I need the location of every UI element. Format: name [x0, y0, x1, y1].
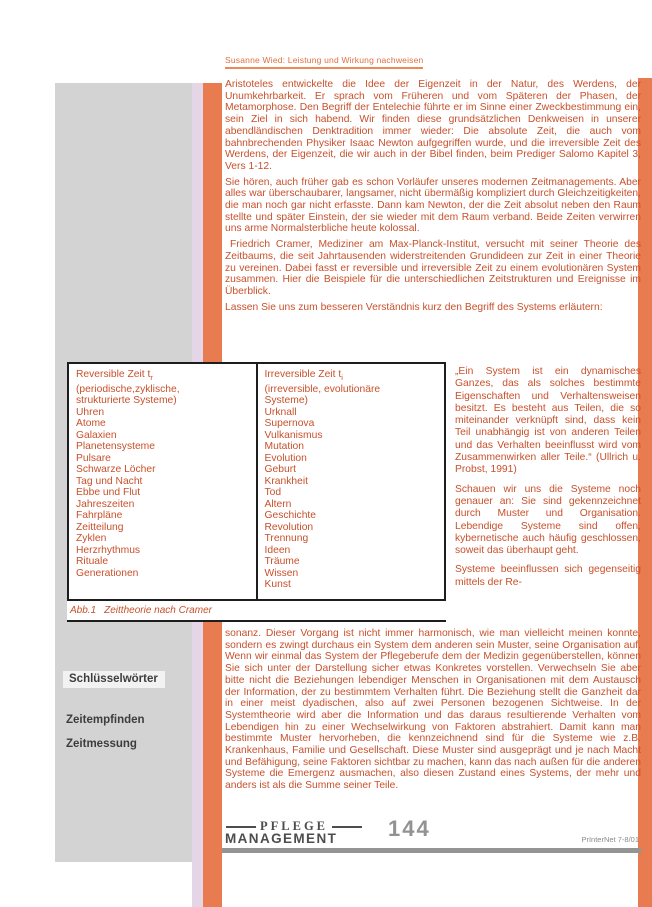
logo-text-pflege: PFLEGE: [260, 819, 329, 833]
quote-column: [455, 366, 641, 596]
continuation-paragraph: sonanz. Dieser Vorgang ist nicht immer harmonisch, wie man vielleicht meinen konnte, sondern es zwingt durchaus ein System dem anderen sein Muster, seine Organisation auf. Wenn wir einmal das System der Pflegeberufe dem der Medizin gegenüberstellen, können Sie sich unter der Darstellung sicher etwas Konkretes vorstellen. Verwechseln Sie aber bitte nicht die Beziehungen lebendiger Menschen in Organisationen mit dem Austausch der Information, der zu bestimmtem Verhalten führt. Die Beziehung stellt die Ganzheit dar in einer meist dyadischen, also auf zwei Personen bezogenen Sichtweise. In der Systemtheorie wird aber die Information und das daraus resultierende Verhalten vom Lebendigen hin zu einer Wechselwirkung von Faktoren abstrahiert. Damit kann man bestimmte Muster hervorheben, die kennzeichnend sind für die Systeme wie z.B. Krankenhaus, Familie und Gesellschaft. Diese Muster sind ausgeprägt und je nach Macht und Befähigung, seine Faktoren sichtbar zu machen, kann das nach außen für die anderen Systeme die Emergenz ausmachen, also diesen Zustand eines Systems, der mehr und anders ist als die Summe seiner Teile.: [225, 628, 641, 792]
logo-text-management: MANAGEMENT: [225, 831, 338, 846]
paragraph-cramer: Friedrich Cramer, Mediziner am Max-Planck-Institut, versucht mit seiner Theorie des Zeitbaums, die seit Jahrtausenden widerstreitenden Grundideen zur Zeit in einer Theorie zu vereinen. Dabei fasst er reversible und irreversible Zeit zu einem evolutionären System zusammen. Hier die Beispiele für die unterschiedlichen Zeitstrukturen und Ereignisse im Überblick.: [225, 239, 641, 297]
table-item: Kunst: [264, 579, 291, 591]
subscript: i: [341, 373, 343, 383]
table-item: Herzrhythmus: [76, 544, 141, 556]
table-column-reversible: [69, 364, 256, 599]
figure-caption: [70, 605, 446, 616]
table-item: Generationen: [76, 567, 139, 579]
column-subtitle: Systeme): [264, 395, 308, 407]
table-item: Jahreszeiten: [76, 498, 135, 510]
logo-rule-right: [332, 826, 362, 828]
table-item: Urknall: [264, 406, 297, 418]
column-title: Irreversible Zeit $t_i$: [264, 369, 343, 383]
table-item: Zeitteilung: [76, 521, 124, 533]
table-item: Rituale: [76, 556, 109, 568]
keyword-zeitempfinden: Zeitempfinden: [66, 714, 145, 726]
table-item: Evolution: [264, 452, 307, 464]
table-item-list: [76, 407, 249, 580]
table-item: Mutation: [264, 441, 304, 453]
paragraph-muster: Schauen wir uns die Systeme noch genauer an: Sie sind gekennzeichnet durch Muster und Organisation. Lebendige Systeme sind offen, kybernetische auch häufig geschlossen, soweit das überhaupt geht.: [455, 483, 641, 557]
table-item: Träume: [264, 556, 300, 568]
figure-zeittheorie: [67, 362, 446, 622]
table-item-list: [265, 407, 438, 591]
caption-rule: [67, 620, 446, 622]
caption-label: Abb.1: [70, 604, 97, 616]
table-item: Tod: [264, 487, 282, 499]
column-subtitle: (periodische,zyklische,: [76, 383, 180, 395]
column-subtitle: (irreversible, evolutionäre: [264, 383, 381, 395]
table-item: Planetensysteme: [76, 441, 155, 453]
table-item: Supernova: [264, 418, 315, 430]
table-item: Geschichte: [264, 510, 317, 522]
caption-text: Zeittheorie nach Cramer: [104, 604, 212, 616]
page-number: 144: [388, 816, 431, 841]
table-item: Galaxien: [76, 429, 117, 441]
table-item: Vulkanismus: [264, 429, 323, 441]
table-item: Pulsare: [76, 452, 111, 464]
column-subtitle: strukturierte Systeme): [76, 395, 177, 407]
table-item: Trennung: [264, 533, 309, 545]
system-definition-quote: „Ein System ist ein dynamisches Ganzes, das als solches bestimmte Eigenschaften und Verhaltensweisen besitzt. Es besteht aus Teilen, die so miteinander verknüpft sind, dass kein Teil unabhängig ist von anderen Teilen und das Verhalten beeinflusst wird vom Zusammenwirken aller Teile.“ (Ullrich u. Probst, 1991): [455, 366, 641, 476]
paragraph-vorlaeufer: Sie hören, auch früher gab es schon Vorläufer unseres modernen Zeitmanagements. Aber alles war überschaubarer, langsamer, nicht übermäßig kompliziert durch Gleichzeitigkeiten, die man noch gar nicht erfasste. Dann kam Newton, der die Zeit absolut neben den Raum stellte und später Einstein, der sie wieder mit dem Raum verband. Beide Zeiten verwirren uns arme Normalsterbliche heute kolossal.: [225, 176, 641, 235]
table-item: Wissen: [264, 567, 299, 579]
body-column: [225, 79, 641, 317]
running-header: Susanne Wied: Leistung und Wirkung nachweisen: [225, 55, 423, 69]
paragraph-aristoteles: Aristoteles entwickelte die Idee der Eigenzeit in der Natur, des Werdens, der Unumkehrbarkeit. Er sprach vom Früheren und vom Späteren der Phasen, der Metamorphose. Den Begriff der Entelechie führte er im Sinne einer Zweckbestimmung ein, sein Ziel in sich habend. Wir finden diese grundsätzlichen Denkweisen in unserer abendländischen Denktradition immer wieder: Die absolute Zeit, die auch vom bahnbrechenden Physiker Isaac Newton aufgegriffen wurde, und die irreversible Zeit des Werdens, der Eigenzeit, die wir auch in der Bibel finden, beim Prediger Salomo Kapitel 3, Vers 1-12.: [225, 79, 641, 172]
table-item: Ebbe und Flut: [76, 487, 141, 499]
column-title: Reversible Zeit $t_r$: [76, 369, 153, 383]
table-item: Ideen: [264, 544, 291, 556]
table-item: Uhren: [76, 406, 105, 418]
page-footer: [222, 814, 641, 859]
paragraph-resonanz-start: Systeme beeinflussen sich gegenseitig mittels der Re-: [455, 564, 641, 588]
table-item: Altern: [264, 498, 292, 510]
table-item: Revolution: [264, 521, 314, 533]
table-item: Krankheit: [264, 475, 309, 487]
footer-rule: [222, 848, 641, 853]
paragraph-systembegriff: Lassen Sie uns zum besseren Verständnis kurz den Begriff des Systems erläutern:: [225, 301, 603, 313]
table-item: Schwarze Löcher: [76, 464, 156, 476]
subscript: r: [150, 373, 153, 383]
issue-label: PrInterNet 7-8/01: [581, 835, 639, 844]
table-item: Zyklen: [76, 533, 107, 545]
table-item: Fahrpläne: [76, 510, 123, 522]
keyword-zeitmessung: Zeitmessung: [66, 738, 137, 750]
table-column-irreversible: [256, 364, 445, 599]
zeittheorie-table: [67, 362, 446, 601]
logo-rule-left: [226, 826, 256, 828]
table-item: Atome: [76, 418, 106, 430]
table-item: Geburt: [264, 464, 296, 476]
table-item: Tag und Nacht: [76, 475, 143, 487]
keywords-label: Schlüsselwörter: [63, 671, 165, 688]
